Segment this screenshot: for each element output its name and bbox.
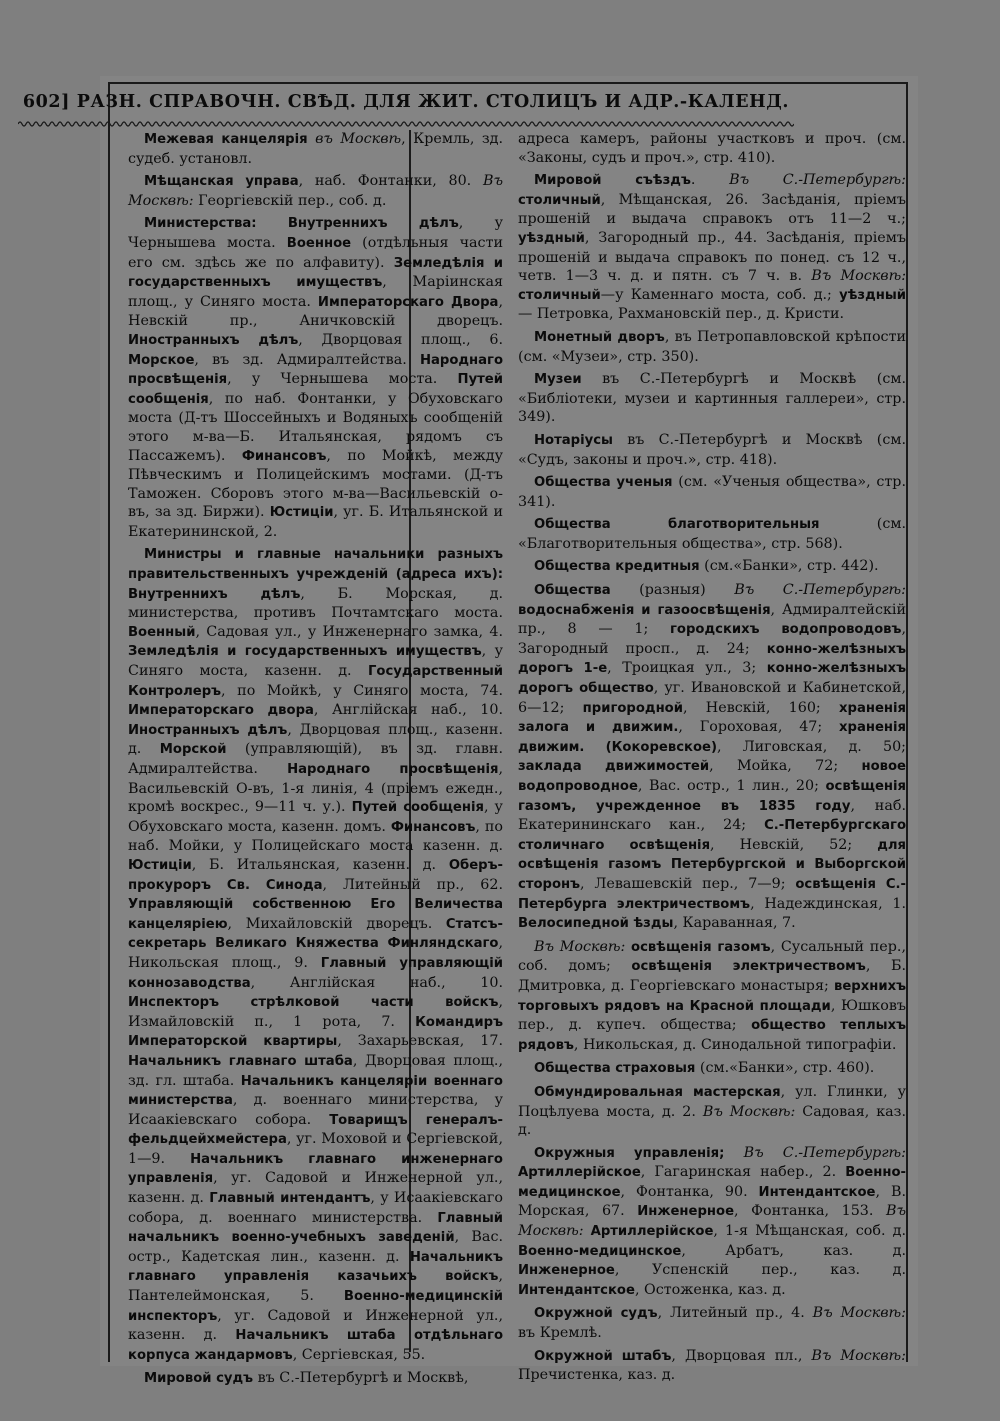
text-run: (см.«Банки», стр. 442). [699,558,879,575]
bold-heading: Военно-медицинское [518,1165,906,1200]
right-column [518,130,906,1389]
bold-heading: Начальникъ штаба отдѣльнаго корпуса жандармовъ [128,1328,503,1363]
text-run: , уг. Садовой и Инженерной ул., казенн. д. [128,1307,503,1344]
entry-obshchestva-moskva [518,938,906,1056]
bold-heading: освѣщенія электричествомъ [631,959,866,975]
text-run: , уг. Садовой и Инженерной ул., казенн. д. [128,1170,503,1207]
text-run: , по Мойкѣ, между Пѣвческимъ и Полицейскимъ мостами. (Д-тъ Таможен. Сборовъ этого м-ва—Васильевскій о-въ, за зд. Биржи). [128,447,503,521]
wavy-rule [18,118,794,130]
text-run: , Успенскій пер., каз. д. [614,1262,906,1279]
text-run: , Англійская наб., 10. [250,974,503,991]
bold-heading: Народнаго просвѣщенія [128,352,503,388]
entry-ministerstva [128,214,503,541]
bold-heading: Товарищъ генералъ-фельдцейхмейстера [128,1112,503,1148]
bold-heading: водоснабженія и газоосвѣщенія [518,602,771,618]
bold-heading: Путей сообщенія [128,372,503,407]
bold-heading: Статсъ-секретарь Великаго Княжества Финляндскаго [128,916,503,952]
text-run: , Англійская наб., 10. [313,702,503,719]
entry-monetny-dvor [518,328,906,366]
bold-heading: Морское [128,352,195,368]
text-run [724,1145,743,1161]
bold-heading: конно-желѣзныхъ дорогъ общество [518,661,906,697]
text-run: , по Мойкѣ, у Синяго моста, 74. [221,682,503,699]
text-run: , Измайловскій п., 1 рота, 7. [128,994,503,1030]
bold-heading: Министерства: [144,216,257,232]
entry-obshchestva-raznyya [518,581,906,934]
text-run: , Невскій пр., Аничковскій дворецъ. [128,293,503,330]
text-run: , 1-я Мѣщанская, соб. д. [713,1223,906,1240]
entry-okruzhnyya-upravleniya [518,1144,906,1301]
bold-heading: Министры и главные начальники разныхъ правительственныхъ учрежденій (адреса ихъ): [128,547,503,583]
text-run: , у Синяго моста, казенн. д. [128,643,503,680]
bold-heading: Окружной штабъ [534,1348,672,1364]
text-run: (см. «Благотворительныя общества», стр. 568). [518,516,906,552]
text-run: , Дворцовая пл., [671,1347,812,1364]
bold-heading: Народнаго просвѣщенія [287,762,499,777]
text-run: , наб. Фонтанки, 80. [298,173,483,190]
entry-mezhevaya [128,130,503,168]
bold-heading: Окружныя управленія; [534,1145,725,1161]
text-run: , Михайловскій дворецъ. [227,915,446,932]
running-title: РАЗН. СПРАВОЧН. СВѢД. ДЛЯ ЖИТ. СТОЛИЦЪ И АДР.-КАЛЕНД. [76,92,790,112]
text-run: (см.«Банки», стр. 460). [695,1060,875,1077]
entry-obshchestva-kreditnyya [518,557,906,577]
bold-heading: Артиллерійское [590,1224,714,1240]
bold-heading: Окружной судъ [534,1306,658,1322]
bold-heading: Мѣщанская управа [144,174,299,190]
bold-heading: Земледѣлія и государственныхъ имуществъ [128,255,504,291]
entry-continuation [518,130,906,167]
bold-heading: Мировой судъ [144,1371,254,1387]
entry-mirovoy-sud [128,1369,503,1389]
bold-heading: Артиллерійское [518,1165,641,1181]
italic-city: Въ С.-Петербургѣ: [743,1144,906,1161]
bold-heading: Военное [286,235,352,251]
text-run: , Троицкая ул., 3; [607,660,767,677]
italic-city: Въ Москвѣ: [811,268,907,285]
bold-heading: новое водопроводное [518,759,907,794]
text-run: , Захарьевская, 17. [337,1033,503,1050]
text-run: , по наб. Фонтанки, у Обуховскаго моста (Д-тъ Шоссейныхъ и Водяныхъ сообщеній этого м-ва—Б. Итальянская, рядомъ съ Пассажемъ). [128,390,503,464]
bold-heading: Путей сообщенія [351,800,484,816]
bold-heading: столичный [518,192,601,208]
bold-heading: Общества [534,583,611,599]
italic-city: Въ С.-Петербургѣ: [729,172,906,189]
text-run: , Пантелеймонская, 5. [128,1268,503,1305]
entry-ministry [128,545,503,1365]
text-run: , уг. Б. Итальянской и Екатерининской, 2. [128,504,503,540]
text-run: , Надеждинская, 1. [750,895,906,912]
text-run: , Кремль, зд. судеб. установл. [128,131,504,167]
text-run: , Сергіевская, 55. [292,1346,426,1363]
entry-mirovoy-sezd [518,171,906,324]
bold-heading: городскихъ водопроводовъ [670,622,902,638]
text-run: , Маріинская площ., у Синяго моста. [128,274,503,310]
bold-heading: Военно-медицинское [518,1243,682,1259]
bold-heading: Монетный дворъ [534,329,665,345]
text-run: , у Чернышева моста. [128,215,503,251]
page-number: 602] [22,92,71,112]
italic-city: Въ Москвѣ: [811,1347,906,1364]
text-run: , наб. Екатерининскаго кан., 24; [518,797,906,834]
bold-heading: Главный начальникъ военно-учебныхъ заведеній [128,1210,503,1246]
text-run: , Литейный пр., 4. [657,1305,813,1322]
bold-heading: Управляющій собственною Его Величества канцеляріею [128,897,503,932]
text-run: , уг. Моховой и Сергіевской, 1—9. [128,1131,503,1167]
bold-heading: Инспекторъ стрѣлковой части войскъ [128,995,499,1011]
entry-muzei [518,370,906,427]
text-run: , Вас. остр., 1 лин., 20; [637,778,826,794]
text-run: въ С.-Петербургѣ и Москвѣ (см. «Судъ, законы и проч.», стр. 418). [518,431,906,468]
text-run: , Дворцовая площ., 6. [298,331,504,348]
text-run: (разныя) [610,582,735,599]
bold-heading: Велосипедной ѣзды [518,916,674,932]
bold-heading: Общества ученыя [534,475,673,491]
text-run: , Дворцовая площ., казенн. д. [128,721,503,758]
text-run: Пречистенка, каз. д. [518,1367,676,1384]
bold-heading: Начальникъ главнаго инженернаго управленія [128,1151,503,1187]
bold-heading: Военный [128,624,196,640]
text-run: , Б. Морская, д. министерства, противъ Почтамтскаго моста. [128,585,503,622]
bold-heading: Инженерное [637,1204,735,1220]
text-run: въ С.-Петербургѣ и Москвѣ, [253,1370,469,1387]
text-run: адреса камеръ, районы участковъ и проч. (см. «Законы, судъ и проч.», стр. 410). [518,131,906,166]
text-run: , В. Морская, 67. [518,1183,907,1220]
text-run: , Мѣщанская, 26. Засѣданія, пріемъ прошеній и выдача справокъ отъ 11—2 ч.; [518,191,906,228]
text-run: , Караванная, 7. [673,915,796,932]
entry-obshchestva-uchenyya [518,473,906,511]
italic-city: Въ Москвѣ: [128,173,503,209]
italic-city: Въ Москвѣ: [702,1103,796,1120]
text-run: , Б. Дмитровка, д. Георгіевскаго монастыря; [518,958,907,994]
text-run: въ Кремлѣ. [518,1325,602,1342]
italic-city: Въ Москвѣ: [518,1203,906,1240]
bold-heading: Общества благотворительныя [534,517,820,533]
text-run: , у Исаакіевскаго собора, д. военнаго министерства. [128,1190,503,1226]
text-run [308,131,315,147]
page-header [8,92,804,112]
text-run: , Юшковъ пер., д. купеч. общества; [518,997,906,1034]
text-run: , д. военнаго министерства, у Исаакіевскаго собора. [128,1092,503,1128]
bold-heading: Юстиціи [269,505,334,521]
bold-heading: уѣздный [839,287,906,303]
bold-heading: Императорскаго двора [128,703,314,719]
text-run: (отдѣльныя части его см. здѣсь же по алфавиту). [128,234,504,271]
bold-heading: Музеи [534,372,582,388]
text-run: . [690,172,730,189]
bold-heading: Главный управляющій коннозаводства [128,955,503,991]
bold-heading: Главный интендантъ [209,1191,371,1207]
text-run: , Невскій, 160; [682,699,839,716]
bold-heading: верхнихъ торговыхъ рядовъ на Красной площади [518,978,906,1014]
text-run: —у Каменнаго моста, соб. д.; [600,286,840,303]
text-run: , Вас. остр., Кадетская лин., казенн. д. [128,1229,503,1265]
bold-heading: Земледѣлія и государственныхъ имуществъ [128,644,482,660]
text-run: въ С.-Петербургѣ и Москвѣ (см. «Библіотеки, музеи и картинныя галлереи», стр. 349). [518,371,906,426]
text-run: , Фонтанка, 90. [620,1183,759,1200]
bold-heading: Финансовъ [241,448,327,464]
text-run: , Гороховая, 47; [678,719,840,736]
bold-heading: Общества кредитныя [534,559,700,575]
text-run: , Лиговская, д. 50; [717,738,906,755]
text-run: , у Чернышева моста. [227,371,458,388]
bold-heading: Иностранныхъ дѣлъ [128,332,299,348]
bold-heading: пригородной [582,700,683,716]
bold-heading: Внутреннихъ дѣлъ [128,586,301,602]
text-run: , Литейный пр., 62. [322,876,503,893]
italic-city: Въ Москвѣ: [534,938,626,955]
text-run: , Невскій, 52; [710,836,878,853]
bold-heading: Интендантское [518,1282,635,1298]
bold-heading: Внутреннихъ дѣлъ [287,216,459,232]
text-run: , Адмиралтейскій пр., 8 — 1; [518,601,906,638]
italic-city: Въ Москвѣ: [812,1305,906,1322]
entry-obmundirovalnaya [518,1083,906,1140]
bold-heading: Иностранныхъ дѣлъ [128,722,288,738]
text-run: , Никольская площ., 9. [128,935,503,971]
bold-heading: Государственный Контролеръ [128,664,503,699]
bold-heading: Финансовъ [390,819,476,835]
text-run: , Остоженка, каз. д. [634,1281,786,1298]
bold-heading: освѣщенія газомъ, учрежденное въ 1835 году [518,779,906,814]
bold-heading: С.-Петербургскаго столичнаго освѣщенія [518,818,906,853]
entry-okruzhnoy-shtab [518,1347,906,1385]
text-run: Садовая, каз. д. [518,1103,907,1139]
bold-heading: общество теплыхъ рядовъ [518,1018,906,1053]
text-run: , Сусальный пер., соб. домъ; [518,938,906,975]
bold-heading: Начальникъ главнаго управленія казачьихъ войскъ [128,1249,503,1285]
text-run: Георгіевскій пер., соб. д. [193,192,387,209]
text-run: , Арбатъ, каз. д. [681,1242,906,1259]
bold-heading: Начальникъ канцеляріи военнаго министерства [128,1073,503,1109]
text-run [257,215,288,231]
bold-heading: храненія движим. (Кокоревское) [518,720,907,755]
bold-heading: Императорскаго Двора [317,294,499,310]
entry-obshchestva-blagotvor [518,515,906,553]
bold-heading: Инженерное [518,1263,615,1279]
bold-heading: Оберъ-прокуроръ Св. Синода [128,857,503,893]
entry-notariusy [518,431,906,469]
text-run: , уг. Ивановской и Кабинетской, 6—12; [518,680,906,716]
bold-heading: Межевая канцелярія [144,132,308,147]
entry-obshchestva-strakhovyya [518,1059,906,1079]
bold-heading: Обмундировальная мастерская [534,1084,781,1100]
bold-heading: Мировой съѣздъ [534,173,691,189]
left-column [128,130,503,1393]
bold-heading: для освѣщенія газомъ Петербургской и Выборгской сторонъ [518,837,906,892]
bold-heading: Общества страховыя [534,1061,696,1077]
text-run: , въ зд. Адмиралтейства. [194,351,420,368]
text-run: , Левашевскій пер., 7—9; [580,875,796,892]
bold-heading: заклада движимостей [518,759,710,775]
text-run: , Загородный пр., 44. Засѣданія, пріемъ прошеній и выдача справокъ по понед. съ 12 ч., четв. 1—3 ч. д. и пятн. съ 7 ч. в. [518,229,906,285]
text-run: — Петровка, Рахмановскій пер., д. Кристи. [518,306,845,323]
text-run: , Б. Итальянская, казенн. д. [191,856,449,873]
text-run: , Никольская, д. Синодальной типографіи. [573,1036,897,1053]
text-run: , у Обуховскаго моста, казенн. домъ. [128,799,503,835]
italic-city: въ Москвѣ [315,131,402,147]
bold-heading: Юстиціи [128,857,192,873]
bold-heading: конно-желѣзныхъ дорогъ 1-е [518,641,906,677]
text-run: , Фонтанка, 153. [734,1203,886,1220]
bold-heading: уѣздный [518,230,585,246]
text-run: , Васильевскій О-въ, 1-я линія, 4 (пріемъ ежедн., кромѣ воскрес., 9—11 ч. у.). [128,761,503,816]
text-run: , Дворцовая площ., зд. гл. штаба. [128,1052,503,1089]
bold-heading: столичный [518,287,601,303]
bold-heading: Командиръ Императорской квартиры [128,1014,503,1050]
text-run [584,1223,591,1239]
text-run: , въ Петропавловской крѣпости (см. «Музеи», стр. 350). [518,328,907,365]
text-run: , по наб. Мойки, у Полицейскаго моста казенн. д. [128,818,503,855]
entry-okruzhnoy-sud [518,1304,906,1342]
bold-heading: освѣщенія С.-Петербурга электричествомъ [518,876,906,912]
bold-heading: Военно-медицинскій инспекторъ [128,1289,503,1324]
bold-heading: освѣщенія газомъ [631,939,771,955]
bold-heading: Начальникъ главнаго штаба [128,1053,353,1069]
text-run: , ул. Глинки, у Поцѣлуева моста, д. 2. [518,1083,906,1120]
bold-heading: храненія залога и движим. [518,700,906,736]
bold-heading: Интендантское [758,1184,876,1200]
text-run: , Садовая ул., у Инженернаго замка, 4. [195,623,503,640]
text-run: (управляющій), въ зд. главн. Адмиралтейства. [128,741,503,777]
bold-heading: Нотаріусы [534,432,613,448]
entry-meshchanskaya [128,172,503,210]
text-run: (см. «Ученыя общества», стр. 341). [518,474,906,510]
text-run: , Мойка, 72; [709,758,862,775]
text-run: , Загородный просп., д. 24; [518,621,906,657]
bold-heading: Морской [159,742,227,758]
text-run: , Гагаринская набер., 2. [640,1164,846,1181]
italic-city: Въ С.-Петербургѣ: [734,582,906,599]
